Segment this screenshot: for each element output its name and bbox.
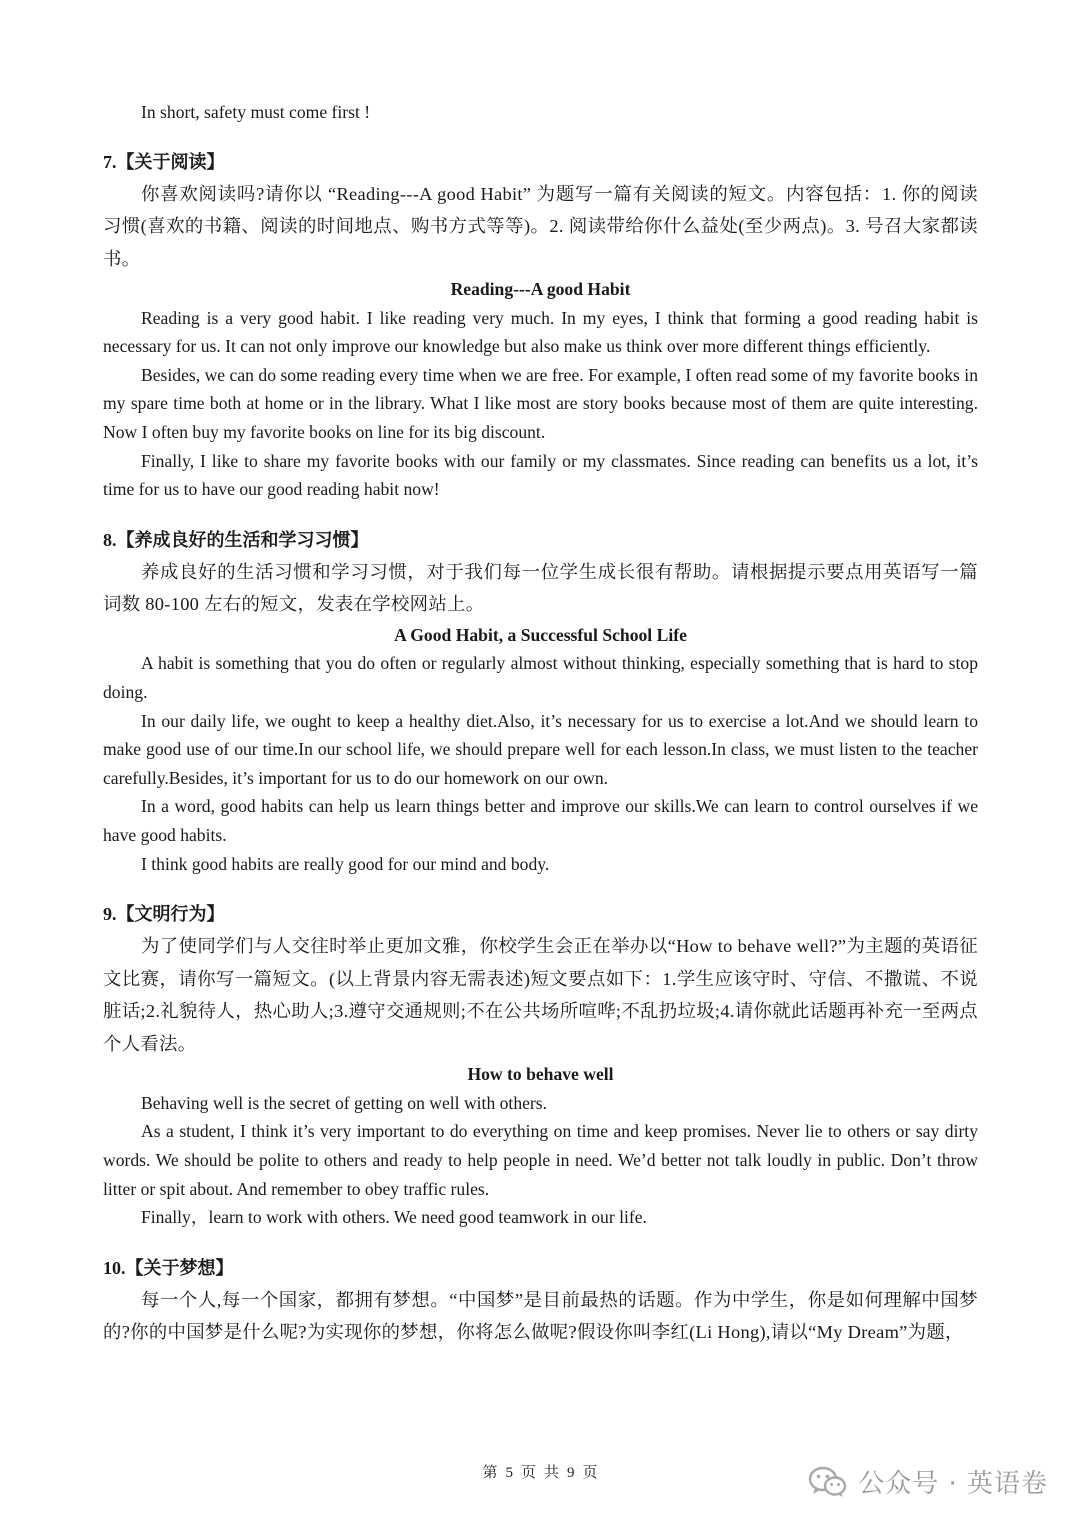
section-7-title: 7.【关于阅读】 (103, 151, 225, 172)
section-8-paragraph-1: A habit is something that you do often or regularly almost without thinking, especially something that is hard to stop doing. (103, 653, 978, 703)
section-8-title: 8.【养成良好的生活和学习习惯】 (103, 529, 369, 550)
section-7-paragraph-2: Besides, we can do some reading every time when we are free. For example, I often read some of my favorite books in my spare time both at home or in the library. What I like most are story books because most of them are quite interesting. Now I often buy my favorite books on line for its big discount. (103, 364, 978, 443)
section-9-prompt: 为了使同学们与人交往时举止更加文雅，你校学生会正在举办以“How to behave well?”为主题的英语征文比赛，请你写一篇短文。(以上背景内容无需表述)短文要点如下：1.学生应该守时、守信、不撒谎、不说脏话;2.礼貌待人，热心助人;3.遵守交通规则;不在公共场所喧哗;不乱扔垃圾;4.请你就此话题再补充一至两点个人看法。 (103, 936, 978, 1054)
section-7-prompt: 你喜欢阅读吗?请你以 “Reading---A good Habit” 为题写一篇有关阅读的短文。内容包括：1. 你的阅读习惯(喜欢的书籍、阅读的时间地点、购书方式等等)。2. 阅读带给你什么益处(至少两点)。3. 号召大家都读书。 (103, 183, 978, 269)
section-8-prompt: 养成良好的生活习惯和学习习惯，对于我们每一位学生成长很有帮助。请根据提示要点用英语写一篇词数 80-100 左右的短文，发表在学校网站上。 (103, 561, 978, 615)
section-7-essay-title: Reading---A good Habit (450, 279, 631, 300)
section-8 (103, 524, 978, 878)
footer-gong: 共 (544, 1465, 560, 1481)
section-10-prompt: 每一个人,每一个国家，都拥有梦想。“中国梦”是目前最热的话题。作为中学生，你是如何理解中国梦的?你的中国梦是什么呢?为实现你的梦想，你将怎么做呢?假设你叫李红(Li Hong),请以“My Dream”为题， (103, 1289, 978, 1343)
wechat-icon (808, 1465, 848, 1499)
section-9-paragraph-1: Behaving well is the secret of getting on well with others. (141, 1092, 548, 1113)
footer-page-number: 5 (505, 1465, 513, 1481)
watermark (808, 1463, 1048, 1500)
section-9-paragraph-2: As a student, I think it’s very important to do everything on time and keep promises. Never lie to others or say dirty words. We should be polite to others and ready to help people in need. We’d better not talk loudly in public. Don’t throw litter or spit about. And remember to obey traffic rules. (103, 1121, 978, 1199)
section-8-paragraph-4: I think good habits are really good for our mind and body. (141, 853, 550, 874)
footer-ye-2: 页 (582, 1465, 598, 1481)
section-9 (103, 898, 978, 1232)
footer-di: 第 (482, 1465, 498, 1481)
footer-total-pages: 9 (567, 1465, 575, 1481)
section-9-essay-title: How to behave well (467, 1064, 614, 1085)
section-9-paragraph-3: Finally，learn to work with others. We need good teamwork in our life. (141, 1207, 647, 1228)
section-7 (103, 146, 978, 504)
intro-line: In short, safety must come first ! (141, 102, 371, 122)
section-10 (103, 1252, 978, 1349)
document-page (103, 98, 978, 1349)
section-8-paragraph-3: In a word, good habits can help us learn things better and improve our skills.We can learn to control ourselves if we have good habits. (103, 796, 978, 845)
section-9-title: 9.【文明行为】 (103, 904, 225, 925)
section-7-paragraph-3: Finally, I like to share my favorite books with our family or my classmates. Since reading can benefits us a lot, it’s time for us to have our good reading habit now! (103, 450, 978, 500)
watermark-text: 公众号 · 英语卷 (858, 1469, 1048, 1499)
section-8-paragraph-2: In our daily life, we ought to keep a healthy diet.Also, it’s necessary for us to exercise a lot.And we should learn to make good use of our time.In our school life, we should prepare well for each lesson.In class, we must listen to the teacher carefully.Besides, it’s important for us to do our homework on our own. (103, 710, 978, 788)
section-8-essay-title: A Good Habit, a Successful School Life (394, 624, 687, 645)
section-10-title: 10.【关于梦想】 (103, 1257, 234, 1278)
footer-ye: 页 (520, 1465, 536, 1481)
section-7-paragraph-1: Reading is a very good habit. I like reading very much. In my eyes, I think that forming a good reading habit is necessary for us. It can not only improve our knowledge but also make us think over more different things efficiently. (103, 307, 978, 357)
